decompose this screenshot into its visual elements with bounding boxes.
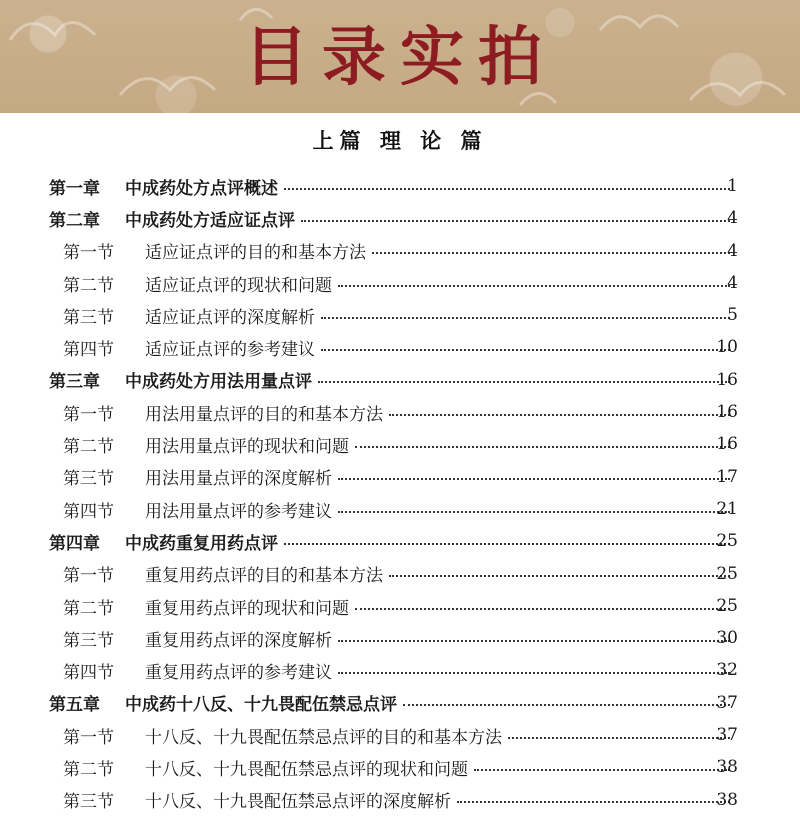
entry-title: 适应证点评的现状和问题 [145,275,332,296]
dot-leader [338,477,730,480]
dot-leader [338,671,730,674]
entry-title: 用法用量点评的现状和问题 [145,437,349,458]
entry-number: 第三节 [63,792,114,813]
entry-title: 十八反、十九畏配伍禁忌点评的现状和问题 [145,759,468,780]
toc-section-entry [0,493,800,525]
entry-page-number: 37 [716,725,738,746]
toc-section-entry [0,751,800,783]
entry-number: 第二节 [63,437,114,458]
dot-leader [508,736,730,739]
dot-leader [403,703,730,706]
entry-page-number: 38 [716,757,738,778]
entry-number: 第三节 [63,307,114,328]
entry-page-number: 1 [727,176,738,196]
dot-leader [284,187,730,190]
entry-title: 用法用量点评的深度解析 [145,469,332,490]
dot-leader [372,251,730,254]
toc-section-entry [0,622,800,654]
entry-page-number: 25 [716,563,738,584]
toc-section-entry [0,428,800,460]
entry-page-number: 10 [716,337,738,358]
entry-number: 第三章 [49,372,100,393]
entry-page-number: 32 [716,660,738,681]
entry-title: 用法用量点评的目的和基本方法 [145,404,383,425]
toc-section-entry [0,299,800,331]
entry-title: 适应证点评的深度解析 [145,307,315,328]
entry-number: 第三节 [63,469,114,490]
entry-number: 第五章 [49,695,100,716]
entry-number: 第二节 [63,275,114,296]
toc-section-entry [0,396,800,428]
entry-title: 重复用药点评的参考建议 [145,663,332,684]
dot-leader [284,542,730,545]
entry-title: 重复用药点评的目的和基本方法 [145,566,383,587]
dot-leader [321,348,730,351]
entry-number: 第四章 [49,533,100,554]
dot-leader [301,219,730,222]
entry-page-number: 30 [716,628,738,649]
header-banner [0,0,800,113]
dot-leader [321,316,730,319]
entry-title: 中成药处方用法用量点评 [125,372,312,393]
toc-section-entry [0,461,800,493]
entry-title: 中成药十八反、十九畏配伍禁忌点评 [125,695,397,716]
toc-chapter-entry [0,170,800,202]
dot-leader [474,768,730,771]
dot-leader [355,445,730,448]
entry-number: 第四节 [63,501,114,522]
entry-page-number: 37 [716,692,738,713]
entry-title: 中成药处方点评概述 [125,178,278,199]
entry-page-number: 5 [727,305,738,326]
toc-section-entry [0,331,800,363]
entry-page-number: 16 [716,434,738,455]
dot-leader [457,800,730,803]
entry-page-number: 4 [727,240,738,261]
entry-number: 第一节 [63,243,114,264]
entry-page-number: 38 [716,789,738,810]
dot-leader [338,510,730,513]
entry-number: 第三节 [63,630,114,651]
toc-chapter-entry [0,202,800,234]
entry-page-number: 4 [727,272,738,293]
entry-title: 中成药处方适应证点评 [125,210,295,231]
toc-chapter-entry [0,687,800,719]
entry-number: 第二章 [49,210,100,231]
dot-leader [318,380,730,383]
entry-page-number: 25 [716,595,738,616]
dot-leader [338,284,730,287]
entry-page-number: 16 [716,402,738,423]
toc-section-entry [0,654,800,686]
dot-leader [355,607,730,610]
toc-section-entry [0,590,800,622]
toc-section-entry [0,558,800,590]
entry-title: 适应证点评的参考建议 [145,340,315,361]
entry-title: 重复用药点评的现状和问题 [145,598,349,619]
toc-chapter-entry [0,364,800,396]
entry-number: 第二节 [63,759,114,780]
dot-leader [389,574,730,577]
entry-title: 用法用量点评的参考建议 [145,501,332,522]
entry-number: 第一节 [63,566,114,587]
entry-page-number: 4 [727,208,738,229]
entry-title: 中成药重复用药点评 [125,533,278,554]
entry-number: 第四节 [63,663,114,684]
entry-title: 适应证点评的目的和基本方法 [145,243,366,264]
entry-title: 重复用药点评的深度解析 [145,630,332,651]
dot-leader [338,639,730,642]
dot-leader [389,413,730,416]
toc-section-entry [0,719,800,751]
entry-page-number: 25 [716,531,738,552]
toc-section-entry [0,235,800,267]
banner-title: 目录实拍 [244,21,556,95]
table-of-contents [0,170,800,816]
entry-number: 第二节 [63,598,114,619]
entry-number: 第一节 [63,404,114,425]
entry-title: 十八反、十九畏配伍禁忌点评的深度解析 [145,792,451,813]
toc-chapter-entry [0,525,800,557]
entry-title: 十八反、十九畏配伍禁忌点评的目的和基本方法 [145,727,502,748]
entry-page-number: 16 [716,369,738,390]
entry-number: 第四节 [63,340,114,361]
entry-page-number: 17 [716,466,738,487]
entry-page-number: 21 [716,498,738,519]
toc-section-entry [0,267,800,299]
entry-number: 第一节 [63,727,114,748]
entry-number: 第一章 [49,178,100,199]
part-heading: 上篇 理 论 篇 [312,129,488,153]
